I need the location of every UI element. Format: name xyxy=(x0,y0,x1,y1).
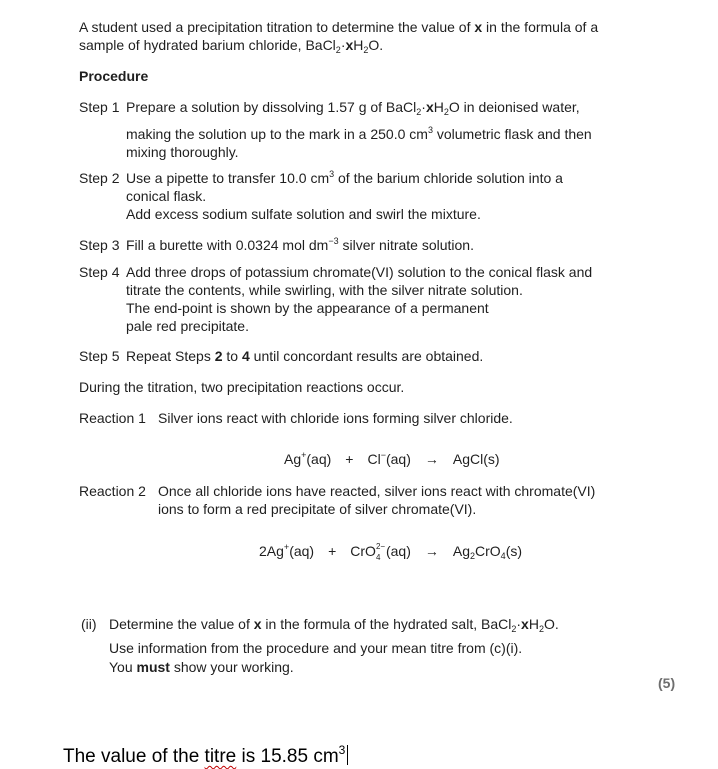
spellcheck-word: titre xyxy=(204,746,237,767)
text-cursor xyxy=(347,745,348,765)
procedure-heading: Procedure xyxy=(79,68,149,84)
answer-text[interactable]: The value of the titre is 15.85 $cm^3$ xyxy=(63,738,348,769)
reaction-2: Reaction 2 Once all chloride ions have reacted, silver ions react with chromate(VI) ions to form a red precipitate of silver chromate(VI). xyxy=(79,483,596,517)
question-ii: (ii) Determine the value of x in the formula of the hydrated salt, $BaCl_2\cdot xH_2O$. Use information from the procedure and your mean titre from (c)(i). You must show your working. xyxy=(81,616,559,675)
equation-1: Ag+(aq) + Cl−(aq) → AgCl(s) xyxy=(284,450,500,467)
step-4: Step 4 Add three drops of potassium chromate(VI) solution to the conical flask and titrate the contents, while swirling, with the silver nitrate solution. The end-point is shown by the appearance of a permanent pale red precipitate. xyxy=(79,264,593,334)
during-text: During the titration, two precipitation reactions occur. xyxy=(79,379,405,395)
step-2: Step 2 Use a pipette to transfer 10.0 $cm^3$ of the barium chloride solution into a conical flask. Add excess sodium sulfate solution and swirl the mixture. xyxy=(79,169,563,222)
step-1: Step 1 Prepare a solution by dissolving 1.57 g of $BaCl_2\cdot xH_2O$ in deionised water, making the solution up to the mark in a 250.0 $cm^3$ volumetric flask and then mixing thoroughly. xyxy=(79,99,592,160)
equation-2: 2Ag+(aq) + CrO 2− 4 $(aq) \to Ag_2CrO_4(s)$ xyxy=(259,542,523,562)
reaction-1: Reaction 1 Silver ions react with chloride ions forming silver chloride. xyxy=(79,410,513,426)
marks-label: (5) xyxy=(658,675,676,691)
intro-text: A student used a precipitation titration to determine the value of x in the formula of a sample of hydrated barium chloride, $BaCl_2\cdot xH_2O$. xyxy=(79,19,599,55)
step-3: Step 3 Fill a burette with 0.0324 mol $dm^{-3}$ silver nitrate solution. xyxy=(79,236,474,253)
step-5: Step 5 Repeat Steps 2 to 4 until concordant results are obtained. xyxy=(79,348,484,364)
